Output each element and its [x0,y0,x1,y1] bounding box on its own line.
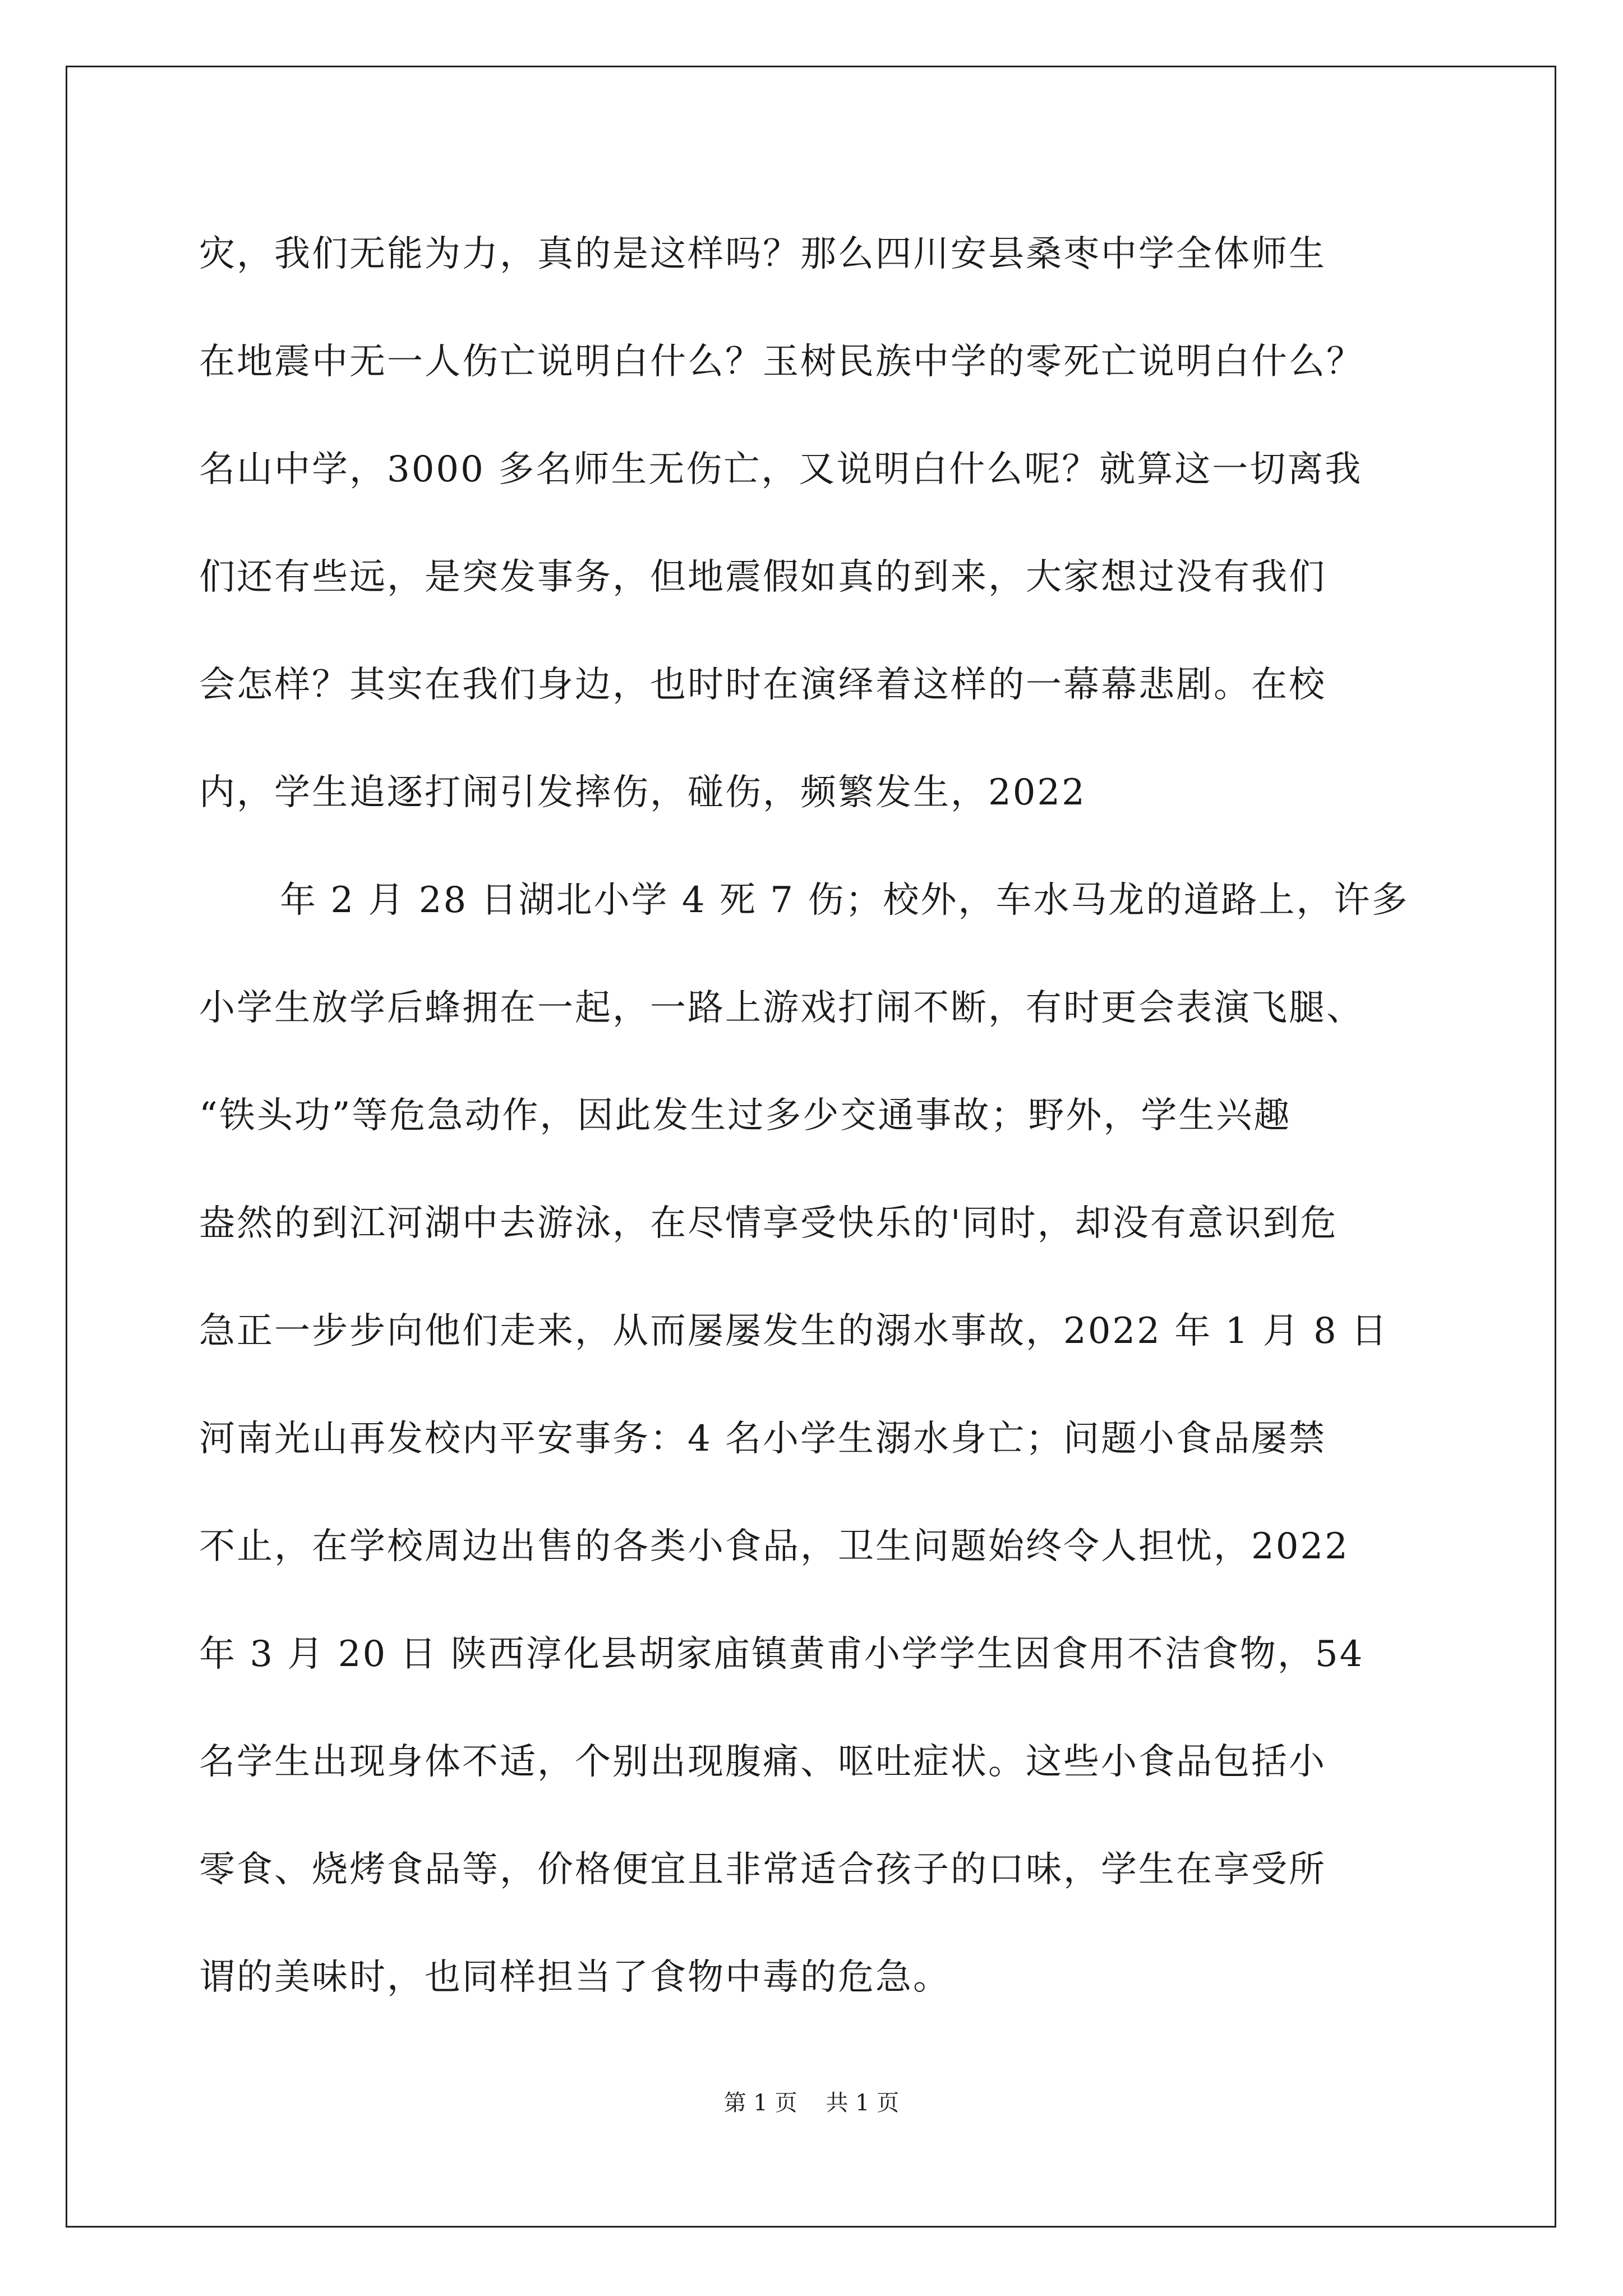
text-line: 急正一步步向他们走来，从而屡屡发生的溺水事故，2022 年 1 月 8 日 [199,1310,1389,1352]
text-line: 在地震中无一人伤亡说明白什么？玉树民族中学的零死亡说明白什么？ [199,341,1364,383]
text-line: 内，学生追逐打闹引发摔伤，碰伤，频繁发生，2022 [199,772,1086,813]
text-line: 河南光山再发校内平安事务：4 名小学生溺水身亡；问题小食品屡禁 [199,1418,1327,1460]
text-line: 不止，在学校周边出售的各类小食品，卫生问题始终令人担忧，2022 [199,1526,1349,1567]
text-line: 们还有些远，是突发事务，但地震假如真的到来，大家想过没有我们 [199,556,1326,598]
text-line: 盎然的到江河湖中去游泳，在尽情享受快乐的'同时，却没有意识到危 [199,1203,1338,1244]
text-line: 名学生出现身体不适，个别出现腹痛、呕吐症状。这些小食品包括小 [199,1741,1326,1783]
page-footer: 第 1 页 共 1 页 [723,2090,900,2116]
text-line: 年 3 月 20 日 陕西淳化县胡家庙镇黄甫小学学生因食用不洁食物，54 [199,1634,1364,1675]
text-line: 名山中学，3000 多名师生无伤亡，又说明白什么呢？就算这一切离我 [199,449,1363,490]
text-line: 会怎样？其实在我们身边，也时时在演绎着这样的一幕幕悲剧。在校 [199,664,1326,706]
text-line: “铁头功”等危急动作，因此发生过多少交通事故；野外，学生兴趣 [199,1095,1292,1137]
text-line: 灾，我们无能为力，真的是这样吗？那么四川安县桑枣中学全体师生 [199,233,1326,275]
document-body [199,222,1427,2053]
text-line: 谓的美味时，也同样担当了食物中毒的危急。 [199,1957,951,1998]
text-line: 小学生放学后蜂拥在一起，一路上游戏打闹不断，有时更会表演飞腿、 [199,987,1364,1029]
text-line: 零食、烧烤食品等，价格便宜且非常适合孩子的口味，学生在享受所 [199,1849,1326,1890]
paragraph-start-line: 年 2 月 28 日湖北小学 4 死 7 伤；校外，车水马龙的道路上，许多 [280,880,1409,921]
